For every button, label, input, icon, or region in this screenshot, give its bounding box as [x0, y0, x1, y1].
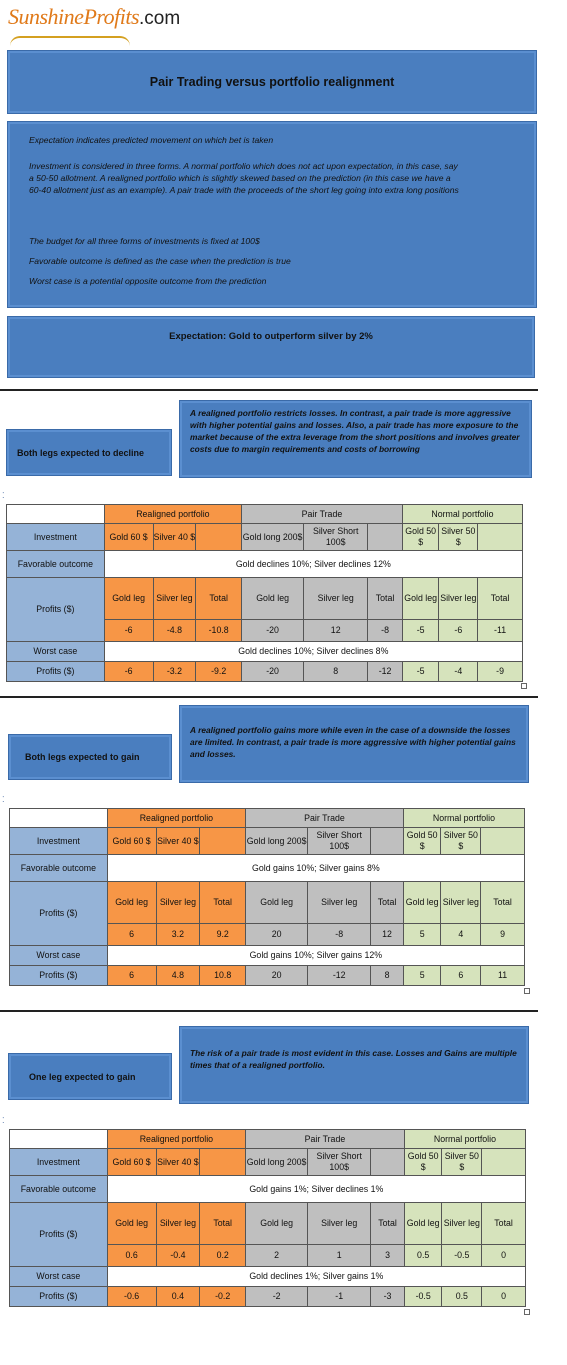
cell-silver-short: Silver Short 100$: [304, 524, 368, 551]
col-silver-leg: Silver leg: [308, 1203, 371, 1245]
col-total: Total: [481, 882, 525, 924]
value-cell: 12: [304, 620, 368, 642]
row-label-worst: Worst case: [10, 1267, 108, 1287]
value-cell: -9.2: [196, 662, 242, 682]
value-cell: -6: [439, 620, 478, 642]
col-gold-leg: Gold leg: [242, 578, 304, 620]
cell-gold-long: Gold long 200$: [242, 524, 304, 551]
value-cell: -0.6: [107, 1287, 156, 1307]
row-label-favorable: Favorable outcome: [10, 855, 108, 882]
favorable-outcome-text: Gold gains 10%; Silver gains 8%: [107, 855, 524, 882]
anchor-icon: ⁚: [2, 795, 5, 804]
value-cell: -0.2: [200, 1287, 246, 1307]
row-label-favorable: Favorable outcome: [10, 1176, 108, 1203]
cell-silver-short: Silver Short 100$: [308, 1149, 371, 1176]
value-cell: 1: [308, 1245, 371, 1267]
row-label-investment: Investment: [7, 524, 105, 551]
value-cell: -0.4: [156, 1245, 200, 1267]
value-cell: 3.2: [156, 924, 200, 946]
value-cell: 8: [371, 966, 404, 986]
value-cell: -2: [246, 1287, 308, 1307]
col-silver-leg: Silver leg: [304, 578, 368, 620]
col-total: Total: [478, 578, 523, 620]
col-gold-leg: Gold leg: [404, 1203, 442, 1245]
value-cell: -20: [242, 662, 304, 682]
col-gold-leg: Gold leg: [246, 1203, 308, 1245]
cell-silver-50: Silver 50 $: [441, 828, 481, 855]
scenario-2-table: [9, 808, 525, 986]
value-cell: 6: [107, 924, 156, 946]
col-total: Total: [196, 578, 242, 620]
col-gold-leg: Gold leg: [107, 882, 156, 924]
value-cell: 10.8: [200, 966, 246, 986]
value-cell: -9: [478, 662, 523, 682]
value-cell: 2: [246, 1245, 308, 1267]
value-cell: 6: [107, 966, 156, 986]
row-label-profits: Profits ($): [7, 662, 105, 682]
worst-case-text: Gold gains 10%; Silver gains 12%: [107, 946, 524, 966]
scenario-2-label: Both legs expected to gain: [8, 734, 172, 780]
divider: [0, 696, 538, 698]
worst-case-text: Gold declines 1%; Silver gains 1%: [107, 1267, 525, 1287]
value-cell: 0.5: [442, 1287, 482, 1307]
value-cell: -4: [439, 662, 478, 682]
row-label-profits: Profits ($): [10, 966, 108, 986]
value-cell: 0.4: [156, 1287, 200, 1307]
cell-silver-40: Silver 40 $: [153, 524, 196, 551]
header-realigned: Realigned portfolio: [107, 1130, 245, 1149]
header-normal: Normal portfolio: [404, 1130, 525, 1149]
resize-handle[interactable]: [524, 1309, 530, 1315]
value-cell: -5: [402, 662, 439, 682]
cell-gold-60: Gold 60 $: [107, 1149, 156, 1176]
value-cell: 0.2: [200, 1245, 246, 1267]
cell-gold-50: Gold 50 $: [404, 1149, 442, 1176]
col-silver-leg: Silver leg: [308, 882, 371, 924]
cell-gold-50: Gold 50 $: [403, 828, 441, 855]
value-cell: -5: [402, 620, 439, 642]
col-silver-leg: Silver leg: [441, 882, 481, 924]
value-cell: 4.8: [156, 966, 200, 986]
value-cell: -3.2: [153, 662, 196, 682]
value-cell: 11: [481, 966, 525, 986]
cell-gold-long: Gold long 200$: [246, 828, 308, 855]
intro-box: [7, 121, 537, 308]
scenario-1-description: A realigned portfolio restricts losses. In contrast, a pair trade is more aggressive with higher potential gains and losses. Also, a pair trade has more exposure to the market because of the extra leverage from the short positions and involves greater costs due to margin requirements and costs of borrowing: [179, 400, 532, 478]
value-cell: -8: [308, 924, 371, 946]
header-pair-trade: Pair Trade: [246, 1130, 405, 1149]
scenario-1-table: [6, 504, 523, 682]
scenario-3-table: [9, 1129, 526, 1307]
value-cell: -8: [368, 620, 403, 642]
cell-silver-40: Silver 40 $: [156, 1149, 200, 1176]
col-silver-leg: Silver leg: [156, 882, 200, 924]
col-gold-leg: Gold leg: [402, 578, 439, 620]
col-total: Total: [371, 1203, 405, 1245]
cell-gold-60: Gold 60 $: [107, 828, 156, 855]
header-pair-trade: Pair Trade: [242, 505, 403, 524]
col-total: Total: [371, 882, 404, 924]
value-cell: -4.8: [153, 620, 196, 642]
cell-gold-60: Gold 60 $: [104, 524, 153, 551]
row-label-worst: Worst case: [10, 946, 108, 966]
value-cell: 6: [441, 966, 481, 986]
col-gold-leg: Gold leg: [403, 882, 441, 924]
col-gold-leg: Gold leg: [104, 578, 153, 620]
value-cell: 5: [403, 924, 441, 946]
value-cell: -20: [242, 620, 304, 642]
scenario-2-description: A realigned portfolio gains more while even in the case of a downside the losses are limited. In contrast, a pair trade is more aggressive with higher potential gains and losses.: [179, 705, 529, 783]
col-silver-leg: Silver leg: [153, 578, 196, 620]
worst-case-text: Gold declines 10%; Silver declines 8%: [104, 642, 522, 662]
value-cell: -6: [104, 620, 153, 642]
col-total: Total: [200, 1203, 246, 1245]
col-gold-leg: Gold leg: [246, 882, 308, 924]
value-cell: 0: [482, 1287, 526, 1307]
value-cell: 5: [403, 966, 441, 986]
intro-investment-text: Investment is considered in three forms. A normal portfolio which does not act upon expectation, in this case, say a 50-50 allotment. A realigned portfolio which is slightly skewed based on the prediction (in this case we have a 60-40 allotment just as an example). A pair trade with the proceeds of the short leg going into extra long positions: [29, 161, 459, 195]
intro-budget-text: The budget for all three forms of investments is fixed at 100$: [29, 236, 260, 246]
resize-handle[interactable]: [521, 683, 527, 689]
header-realigned: Realigned portfolio: [104, 505, 241, 524]
value-cell: 0: [482, 1245, 526, 1267]
page-title: Pair Trading versus portfolio realignment: [7, 50, 537, 114]
col-gold-leg: Gold leg: [107, 1203, 156, 1245]
cell-gold-long: Gold long 200$: [246, 1149, 308, 1176]
value-cell: -0.5: [404, 1287, 442, 1307]
header-realigned: Realigned portfolio: [107, 809, 245, 828]
intro-expectation-text: Expectation indicates predicted movement on which bet is taken: [29, 135, 274, 145]
col-silver-leg: Silver leg: [156, 1203, 200, 1245]
divider: [0, 1010, 538, 1012]
value-cell: -10.8: [196, 620, 242, 642]
scenario-3-description: The risk of a pair trade is most evident in this case. Losses and Gains are multiple times that of a realigned portfolio.: [179, 1026, 529, 1104]
cell-silver-50: Silver 50 $: [442, 1149, 482, 1176]
value-cell: 20: [246, 924, 308, 946]
value-cell: -11: [478, 620, 523, 642]
value-cell: -6: [104, 662, 153, 682]
row-label-profits: Profits ($): [10, 1287, 108, 1307]
cell-silver-short: Silver Short 100$: [308, 828, 371, 855]
col-total: Total: [200, 882, 246, 924]
expectation-box: Expectation: Gold to outperform silver by 2%: [7, 316, 535, 378]
value-cell: 12: [371, 924, 404, 946]
value-cell: 0.5: [404, 1245, 442, 1267]
favorable-outcome-text: Gold gains 1%; Silver declines 1%: [107, 1176, 525, 1203]
cell-silver-40: Silver 40 $: [156, 828, 200, 855]
logo-tld: .com: [139, 8, 181, 29]
value-cell: -12: [308, 966, 371, 986]
value-cell: 3: [371, 1245, 405, 1267]
anchor-icon: ⁚: [2, 1116, 5, 1125]
col-total: Total: [482, 1203, 526, 1245]
scenario-1-label: Both legs expected to decline: [6, 429, 172, 476]
row-label-profits: Profits ($): [7, 578, 105, 642]
anchor-icon: ⁚: [2, 491, 5, 500]
value-cell: -3: [371, 1287, 405, 1307]
value-cell: 0.6: [107, 1245, 156, 1267]
value-cell: 20: [246, 966, 308, 986]
resize-handle[interactable]: [524, 988, 530, 994]
col-silver-leg: Silver leg: [439, 578, 478, 620]
value-cell: 4: [441, 924, 481, 946]
intro-favorable-text: Favorable outcome is defined as the case when the prediction is true: [29, 256, 291, 266]
scenario-3-label: One leg expected to gain: [8, 1053, 172, 1100]
intro-worst-text: Worst case is a potential opposite outcome from the prediction: [29, 276, 267, 286]
row-label-investment: Investment: [10, 1149, 108, 1176]
col-total: Total: [368, 578, 403, 620]
header-normal: Normal portfolio: [402, 505, 522, 524]
value-cell: -0.5: [442, 1245, 482, 1267]
logo: [8, 4, 180, 44]
value-cell: 9: [481, 924, 525, 946]
logo-brand: SunshineProfits: [8, 4, 140, 29]
cell-gold-50: Gold 50 $: [402, 524, 439, 551]
value-cell: -1: [308, 1287, 371, 1307]
cell-silver-50: Silver 50 $: [439, 524, 478, 551]
row-label-investment: Investment: [10, 828, 108, 855]
value-cell: 8: [304, 662, 368, 682]
row-label-favorable: Favorable outcome: [7, 551, 105, 578]
logo-swoosh: [10, 36, 130, 46]
row-label-worst: Worst case: [7, 642, 105, 662]
value-cell: 9.2: [200, 924, 246, 946]
header-normal: Normal portfolio: [403, 809, 524, 828]
col-silver-leg: Silver leg: [442, 1203, 482, 1245]
header-pair-trade: Pair Trade: [246, 809, 404, 828]
row-label-profits: Profits ($): [10, 1203, 108, 1267]
row-label-profits: Profits ($): [10, 882, 108, 946]
value-cell: -12: [368, 662, 403, 682]
favorable-outcome-text: Gold declines 10%; Silver declines 12%: [104, 551, 522, 578]
divider: [0, 389, 538, 391]
